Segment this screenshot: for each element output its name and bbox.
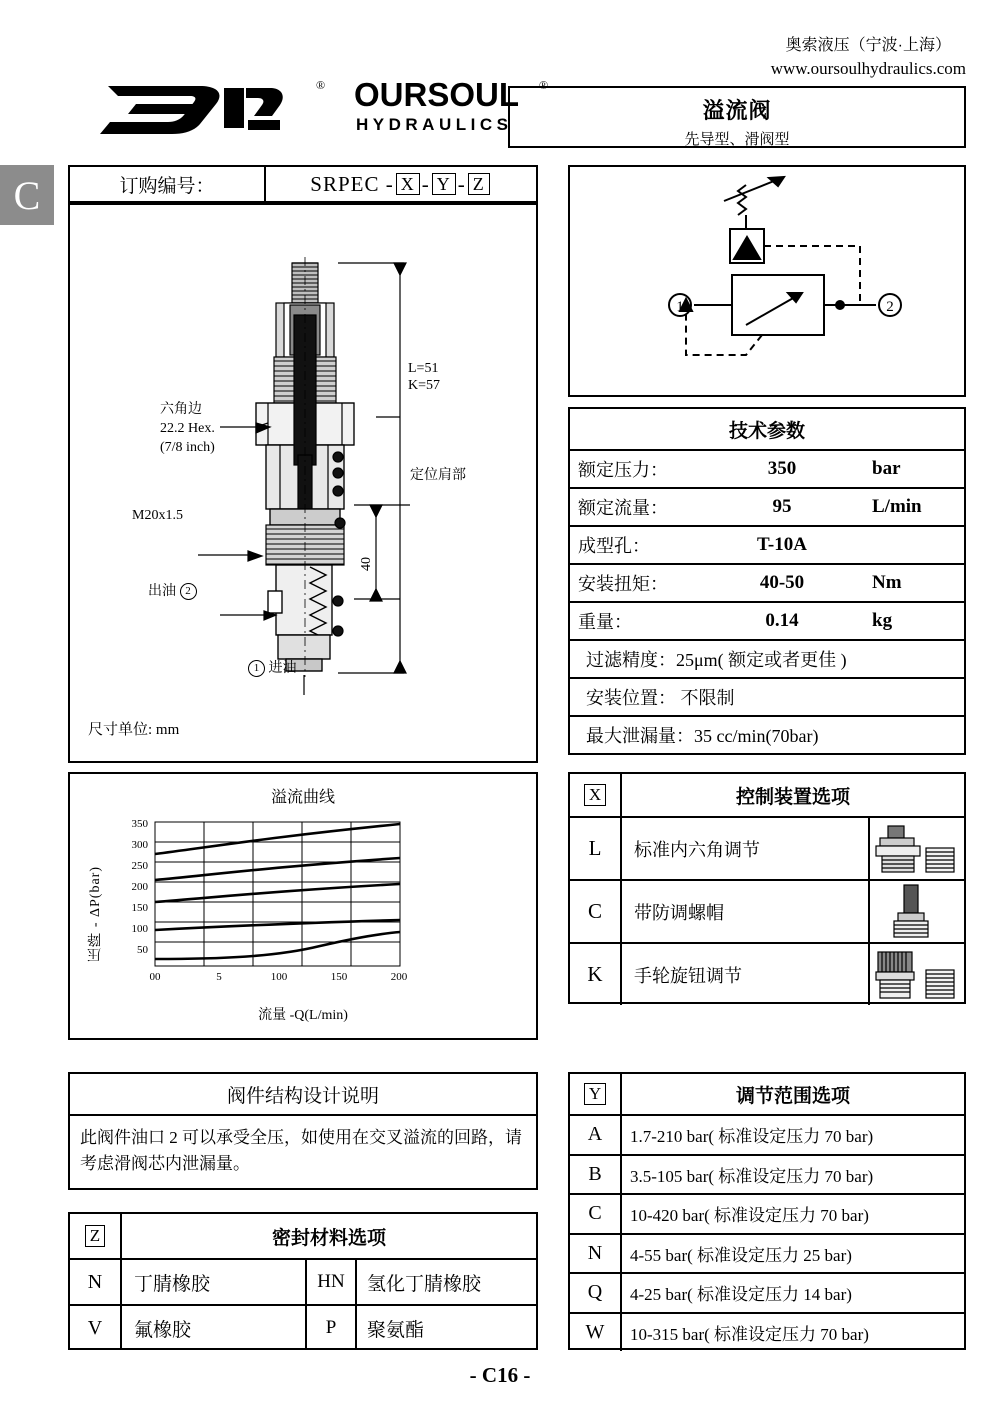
company-name-cn: 奥索液压（宁波·上海） — [785, 37, 952, 54]
z-option-desc-2: 氢化丁腈橡胶 — [367, 1273, 482, 1295]
z-option-code: V — [70, 1306, 122, 1350]
page-number: - C16 - — [469, 1363, 531, 1387]
y-option-desc: 4-25 bar( 标准设定压力 14 bar) — [630, 1285, 852, 1305]
spec-value: 0.14 — [765, 610, 799, 631]
y-option-desc: 10-420 bar( 标准设定压力 70 bar) — [630, 1206, 869, 1226]
hex-size-line1: 六角边 — [160, 402, 202, 417]
company-header — [771, 34, 966, 82]
table-row — [570, 487, 964, 525]
x-option-desc: 标准内六角调节 — [634, 839, 760, 860]
cartridge-drawing-box — [68, 203, 538, 763]
chart-y-tick: 100 — [131, 923, 148, 935]
z-code-header — [70, 1214, 122, 1258]
table-row — [570, 525, 964, 563]
y-table-header — [570, 1074, 964, 1114]
chart-y-tick: 200 — [131, 881, 148, 893]
outlet-text: 出油 — [148, 584, 176, 599]
y-code-header — [570, 1074, 622, 1114]
spec-mounting-position: 安装位置： 不限制 — [586, 688, 735, 708]
page-title — [508, 86, 966, 148]
y-option-desc: 10-315 bar( 标准设定压力 70 bar) — [630, 1324, 869, 1344]
shoulder-label: 定位肩部 — [410, 468, 466, 483]
table-row — [570, 601, 964, 639]
spec-table — [568, 407, 966, 755]
y-option-code: C — [570, 1195, 622, 1233]
spec-key: 安装扭矩： — [578, 574, 668, 594]
flow-curve-chart — [68, 772, 538, 1040]
table-row — [570, 563, 964, 601]
x-option-code: K — [570, 944, 622, 1005]
table-row — [570, 942, 964, 1005]
chart-x-axis-label: 流量 -Q(L/min) — [258, 1008, 348, 1023]
z-option-code-2: P — [305, 1306, 357, 1350]
y-option-code: A — [570, 1116, 622, 1154]
table-row — [570, 879, 964, 942]
spec-unit: L/min — [872, 496, 922, 517]
hydraulic-schematic-icon — [570, 167, 964, 395]
hex-adjust-icon — [868, 818, 964, 879]
chart-y-tick: 300 — [131, 839, 148, 851]
inlet-text: 进油 — [268, 661, 297, 676]
table-row — [570, 1154, 964, 1194]
spec-key: 重量： — [578, 612, 632, 632]
z-option-code-2: HN — [305, 1260, 357, 1304]
z-option-desc: 氟橡胶 — [134, 1319, 192, 1341]
chart-y-tick: 50 — [137, 944, 148, 956]
chart-y-tick: 150 — [131, 902, 148, 914]
x-code-header — [570, 774, 622, 816]
table-row — [570, 449, 964, 487]
inlet-label — [248, 660, 297, 679]
spec-key: 额定流量： — [578, 498, 668, 518]
spec-value: T-10A — [757, 534, 807, 555]
x-code-letter: X — [584, 784, 606, 806]
table-row — [70, 1304, 536, 1350]
seal-material-table — [68, 1212, 538, 1350]
order-code-x: X — [396, 173, 420, 196]
z-code-letter: Z — [85, 1225, 105, 1247]
y-code-letter: Y — [584, 1083, 606, 1105]
x-option-desc: 带防调螺帽 — [634, 902, 724, 923]
y-option-code: B — [570, 1156, 622, 1194]
y-option-desc: 4-55 bar( 标准设定压力 25 bar) — [630, 1245, 852, 1265]
table-row — [570, 816, 964, 879]
outlet-label — [148, 583, 197, 602]
table-row — [570, 715, 964, 753]
table-row — [570, 1312, 964, 1352]
logo-glyph-icon — [96, 78, 296, 140]
order-code-prefix: SRPEC - — [310, 171, 394, 196]
spec-value: 95 — [772, 496, 792, 517]
y-option-code: N — [570, 1235, 622, 1273]
brand-logo — [96, 72, 549, 144]
x-table-title: 控制装置选项 — [735, 786, 850, 808]
hex-size-line2: 22.2 Hex. — [160, 420, 215, 436]
chart-x-tick: 200 — [390, 971, 408, 983]
spec-unit: kg — [872, 610, 893, 631]
registered-mark-2-icon: ® — [539, 78, 549, 92]
z-option-desc-2: 聚氨酯 — [367, 1319, 425, 1341]
chart-y-tick: 350 — [131, 818, 148, 830]
z-option-code: N — [70, 1260, 122, 1304]
x-option-code: C — [570, 881, 622, 942]
thread-label: M20x1.5 — [132, 508, 183, 523]
table-row — [570, 1233, 964, 1273]
hex-size-label — [160, 401, 215, 458]
handknob-icon — [868, 944, 964, 1005]
y-option-desc: 1.7-210 bar( 标准设定压力 70 bar) — [630, 1127, 874, 1147]
x-table-header — [570, 774, 964, 816]
outlet-port-number: 2 — [180, 583, 197, 600]
spec-table-title: 技术参数 — [728, 420, 805, 442]
length-l-label: L=51 — [408, 361, 439, 376]
chart-y-tick: 250 — [131, 860, 148, 872]
chart-x-tick: 100 — [270, 971, 288, 983]
order-code-box — [68, 165, 538, 203]
spec-value: 40-50 — [759, 572, 805, 593]
dim-40-label: 40 — [359, 557, 374, 571]
spec-filtration: 过滤精度：25μm( 额定或者更佳 ) — [586, 650, 847, 670]
unit-note: 尺寸单位: mm — [88, 722, 180, 738]
company-website: www.oursoulhydraulics.com — [770, 59, 966, 79]
spec-value: 350 — [767, 458, 797, 479]
spec-max-leakage: 最大泄漏量：35 cc/min(70bar) — [586, 726, 819, 746]
symbol-port2-number: 2 — [886, 299, 894, 315]
order-code-value — [266, 167, 536, 201]
spec-key: 额定压力： — [578, 460, 668, 480]
z-table-header — [70, 1214, 536, 1258]
hydraulic-symbol-box — [568, 165, 966, 397]
table-row — [570, 1114, 964, 1154]
inlet-port-number: 1 — [248, 660, 265, 677]
chart-x-tick: 5 — [216, 971, 222, 983]
table-row — [570, 677, 964, 715]
page-title-sub: 先导型、滑阀型 — [684, 132, 790, 148]
x-option-code: L — [570, 818, 622, 879]
table-row — [570, 1193, 964, 1233]
length-k-label: K=57 — [408, 378, 441, 393]
design-note-title: 阀件结构设计说明 — [226, 1085, 379, 1107]
y-option-code: W — [570, 1314, 622, 1352]
logo-subtext: HYDRAULICS — [356, 115, 513, 134]
control-option-table — [568, 772, 966, 1004]
order-code-z: Z — [468, 173, 490, 196]
chart-title: 溢流曲线 — [270, 789, 335, 806]
logo-wordmark: OURSOUL — [354, 76, 519, 113]
chart-plot-area — [70, 774, 536, 1038]
z-option-desc: 丁腈橡胶 — [134, 1273, 211, 1295]
spec-unit: bar — [872, 458, 901, 479]
table-row — [570, 639, 964, 677]
order-code-y: Y — [432, 173, 456, 196]
section-tab: C — [0, 165, 54, 225]
spec-key: 成型孔： — [578, 536, 650, 556]
table-row — [570, 1272, 964, 1312]
page-title-main: 溢流阀 — [702, 98, 772, 123]
symbol-port1-number: 1 — [676, 299, 684, 315]
design-note-box — [68, 1072, 538, 1190]
registered-mark-icon: ® — [316, 78, 326, 92]
y-option-desc: 3.5-105 bar( 标准设定压力 70 bar) — [630, 1166, 874, 1186]
hex-size-line3: (7/8 inch) — [160, 439, 215, 455]
table-row — [70, 1258, 536, 1304]
y-option-code: Q — [570, 1274, 622, 1312]
y-table-title: 调节范围选项 — [735, 1085, 850, 1107]
spec-unit: Nm — [872, 572, 902, 593]
x-option-desc: 手轮旋钮调节 — [634, 965, 742, 986]
tamper-cap-icon — [868, 881, 964, 942]
order-dash-1: - — [421, 171, 430, 196]
z-table-title: 密封材料选项 — [271, 1227, 386, 1249]
valve-cross-section-drawing — [70, 205, 536, 761]
design-note-body: 此阀件油口 2 可以承受全压，如使用在交叉溢流的回路，请考虑滑阀芯内泄漏量。 — [70, 1114, 536, 1178]
chart-x-tick: 150 — [330, 971, 348, 983]
order-dash-2: - — [457, 171, 466, 196]
order-code-label: 订购编号： — [70, 167, 266, 201]
chart-x-tick: 00 — [149, 971, 161, 983]
adjust-range-table — [568, 1072, 966, 1350]
chart-y-axis-label: 压降 - ΔP(bar) — [88, 866, 103, 962]
